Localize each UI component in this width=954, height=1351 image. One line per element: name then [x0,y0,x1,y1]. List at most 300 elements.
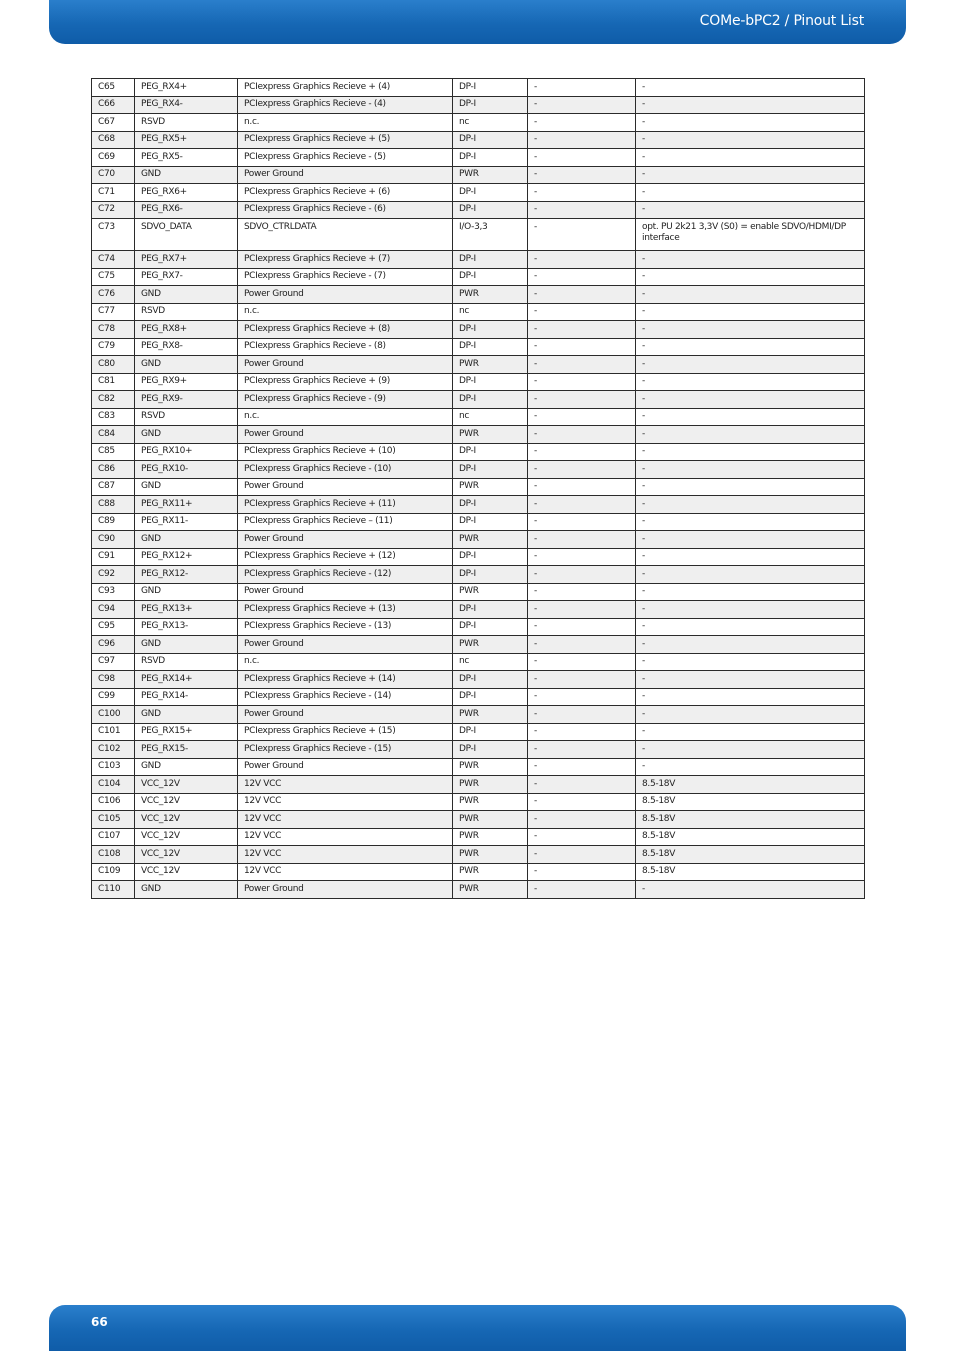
table-row [92,478,865,496]
termination-cell: - [528,426,636,444]
comment-cell: - [636,758,865,776]
type-cell: PWR [453,531,528,549]
pin-cell: C105 [92,811,135,829]
signal-cell: GND [135,583,238,601]
comment-cell: - [636,671,865,689]
pin-cell: C99 [92,688,135,706]
comment-cell: - [636,653,865,671]
termination-cell: - [528,636,636,654]
type-cell: DP-I [453,688,528,706]
comment-cell: - [636,513,865,531]
termination-cell: - [528,811,636,829]
type-cell: DP-I [453,184,528,202]
type-cell: DP-I [453,723,528,741]
description-cell: PCIexpress Graphics Recieve + (9) [238,373,453,391]
pin-cell: C91 [92,548,135,566]
pin-cell: C93 [92,583,135,601]
termination-cell: - [528,286,636,304]
type-cell: DP-I [453,566,528,584]
termination-cell: - [528,846,636,864]
pin-cell: C89 [92,513,135,531]
type-cell: PWR [453,478,528,496]
termination-cell: - [528,496,636,514]
description-cell: PCIexpress Graphics Recieve + (10) [238,443,453,461]
comment-cell: - [636,114,865,132]
type-cell: DP-I [453,671,528,689]
signal-cell: VCC_12V [135,793,238,811]
signal-cell: PEG_RX12- [135,566,238,584]
description-cell: PCIexpress Graphics Recieve + (5) [238,131,453,149]
comment-cell: - [636,131,865,149]
description-cell: 12V VCC [238,846,453,864]
type-cell: PWR [453,356,528,374]
comment-cell: 8.5-18V [636,811,865,829]
pin-cell: C80 [92,356,135,374]
comment-cell: - [636,286,865,304]
termination-cell: - [528,201,636,219]
signal-cell: PEG_RX9- [135,391,238,409]
pin-cell: C73 [92,219,135,251]
pin-cell: C74 [92,251,135,269]
signal-cell: RSVD [135,653,238,671]
description-cell: PCIexpress Graphics Recieve - (8) [238,338,453,356]
comment-cell: - [636,601,865,619]
comment-cell: - [636,706,865,724]
pin-cell: C101 [92,723,135,741]
type-cell: DP-I [453,373,528,391]
table-row [92,531,865,549]
table-row [92,496,865,514]
termination-cell: - [528,391,636,409]
termination-cell: - [528,531,636,549]
comment-cell: - [636,881,865,899]
table-row [92,373,865,391]
comment-cell: - [636,303,865,321]
description-cell: Power Ground [238,356,453,374]
comment-cell: 8.5-18V [636,828,865,846]
comment-cell: - [636,338,865,356]
pin-cell: C100 [92,706,135,724]
signal-cell: PEG_RX14- [135,688,238,706]
comment-cell: - [636,461,865,479]
termination-cell: - [528,863,636,881]
table-row [92,408,865,426]
comment-cell: - [636,96,865,114]
termination-cell: - [528,828,636,846]
signal-cell: GND [135,166,238,184]
table-row [92,548,865,566]
pin-cell: C66 [92,96,135,114]
table-row [92,79,865,97]
pin-cell: C109 [92,863,135,881]
signal-cell: GND [135,881,238,899]
table-row [92,391,865,409]
pinout-table-body [92,79,865,899]
description-cell: Power Ground [238,286,453,304]
termination-cell: - [528,268,636,286]
comment-cell: - [636,408,865,426]
type-cell: PWR [453,426,528,444]
description-cell: PCIexpress Graphics Recieve - (9) [238,391,453,409]
pin-cell: C96 [92,636,135,654]
description-cell: 12V VCC [238,828,453,846]
comment-cell: - [636,356,865,374]
termination-cell: - [528,114,636,132]
description-cell: PCIexpress Graphics Recieve - (5) [238,149,453,167]
pin-cell: C92 [92,566,135,584]
comment-cell: - [636,443,865,461]
comment-cell: - [636,391,865,409]
table-row [92,723,865,741]
description-cell: Power Ground [238,426,453,444]
description-cell: SDVO_CTRLDATA [238,219,453,251]
termination-cell: - [528,741,636,759]
pinout-table [91,78,865,899]
footer-banner [49,1305,906,1351]
comment-cell: - [636,478,865,496]
termination-cell: - [528,723,636,741]
type-cell: DP-I [453,131,528,149]
comment-cell: - [636,184,865,202]
termination-cell: - [528,793,636,811]
type-cell: DP-I [453,338,528,356]
description-cell: PCIexpress Graphics Recieve - (15) [238,741,453,759]
signal-cell: VCC_12V [135,863,238,881]
pin-cell: C79 [92,338,135,356]
pin-cell: C107 [92,828,135,846]
type-cell: nc [453,114,528,132]
pin-cell: C72 [92,201,135,219]
pin-cell: C68 [92,131,135,149]
signal-cell: GND [135,706,238,724]
signal-cell: PEG_RX6+ [135,184,238,202]
signal-cell: PEG_RX12+ [135,548,238,566]
description-cell: n.c. [238,303,453,321]
type-cell: PWR [453,636,528,654]
type-cell: nc [453,653,528,671]
description-cell: Power Ground [238,166,453,184]
description-cell: 12V VCC [238,776,453,794]
signal-cell: RSVD [135,114,238,132]
description-cell: 12V VCC [238,863,453,881]
type-cell: PWR [453,811,528,829]
type-cell: PWR [453,863,528,881]
signal-cell: PEG_RX5+ [135,131,238,149]
comment-cell: - [636,201,865,219]
signal-cell: GND [135,426,238,444]
termination-cell: - [528,79,636,97]
type-cell: DP-I [453,201,528,219]
type-cell: DP-I [453,618,528,636]
description-cell: PCIexpress Graphics Recieve + (7) [238,251,453,269]
signal-cell: GND [135,286,238,304]
description-cell: 12V VCC [238,793,453,811]
table-row [92,566,865,584]
pin-cell: C65 [92,79,135,97]
table-row [92,671,865,689]
header-banner [49,0,906,44]
termination-cell: - [528,478,636,496]
signal-cell: VCC_12V [135,846,238,864]
type-cell: DP-I [453,391,528,409]
description-cell: PCIexpress Graphics Recieve - (4) [238,96,453,114]
termination-cell: - [528,96,636,114]
signal-cell: GND [135,531,238,549]
comment-cell: - [636,268,865,286]
table-row [92,251,865,269]
termination-cell: - [528,583,636,601]
termination-cell: - [528,461,636,479]
termination-cell: - [528,671,636,689]
pin-cell: C69 [92,149,135,167]
signal-cell: PEG_RX4+ [135,79,238,97]
signal-cell: RSVD [135,408,238,426]
table-row [92,219,865,251]
termination-cell: - [528,548,636,566]
pin-cell: C67 [92,114,135,132]
description-cell: 12V VCC [238,811,453,829]
table-row [92,653,865,671]
table-row [92,688,865,706]
type-cell: DP-I [453,149,528,167]
pin-cell: C83 [92,408,135,426]
type-cell: DP-I [453,443,528,461]
termination-cell: - [528,688,636,706]
description-cell: PCIexpress Graphics Recieve + (15) [238,723,453,741]
pin-cell: C71 [92,184,135,202]
pin-cell: C85 [92,443,135,461]
page-number: 66 [91,1315,108,1329]
table-row [92,793,865,811]
comment-cell: - [636,618,865,636]
table-row [92,303,865,321]
table-row [92,461,865,479]
type-cell: PWR [453,881,528,899]
table-row [92,268,865,286]
comment-cell: - [636,251,865,269]
description-cell: PCIexpress Graphics Recieve - (10) [238,461,453,479]
signal-cell: PEG_RX7- [135,268,238,286]
type-cell: PWR [453,166,528,184]
pin-cell: C82 [92,391,135,409]
description-cell: n.c. [238,653,453,671]
termination-cell: - [528,566,636,584]
termination-cell: - [528,219,636,251]
type-cell: PWR [453,846,528,864]
description-cell: PCIexpress Graphics Recieve + (13) [238,601,453,619]
document-title: COMe-bPC2 / Pinout List [699,13,864,29]
signal-cell: PEG_RX11+ [135,496,238,514]
description-cell: PCIexpress Graphics Recieve + (4) [238,79,453,97]
pin-cell: C97 [92,653,135,671]
type-cell: PWR [453,758,528,776]
pin-cell: C70 [92,166,135,184]
type-cell: DP-I [453,268,528,286]
signal-cell: PEG_RX6- [135,201,238,219]
table-row [92,114,865,132]
comment-cell: - [636,723,865,741]
comment-cell: - [636,166,865,184]
comment-cell: - [636,426,865,444]
pin-cell: C95 [92,618,135,636]
termination-cell: - [528,408,636,426]
table-row [92,426,865,444]
pin-cell: C102 [92,741,135,759]
signal-cell: PEG_RX7+ [135,251,238,269]
table-row [92,881,865,899]
signal-cell: PEG_RX5- [135,149,238,167]
pin-cell: C87 [92,478,135,496]
table-row [92,706,865,724]
termination-cell: - [528,166,636,184]
description-cell: Power Ground [238,881,453,899]
termination-cell: - [528,338,636,356]
signal-cell: PEG_RX13- [135,618,238,636]
type-cell: PWR [453,706,528,724]
signal-cell: GND [135,758,238,776]
pin-cell: C90 [92,531,135,549]
termination-cell: - [528,513,636,531]
pin-cell: C103 [92,758,135,776]
signal-cell: GND [135,356,238,374]
description-cell: PCIexpress Graphics Recieve – (11) [238,513,453,531]
signal-cell: PEG_RX13+ [135,601,238,619]
table-row [92,338,865,356]
signal-cell: PEG_RX9+ [135,373,238,391]
description-cell: Power Ground [238,706,453,724]
table-row [92,356,865,374]
type-cell: DP-I [453,548,528,566]
table-row [92,96,865,114]
pin-cell: C110 [92,881,135,899]
type-cell: DP-I [453,513,528,531]
pin-cell: C88 [92,496,135,514]
description-cell: Power Ground [238,636,453,654]
type-cell: DP-I [453,461,528,479]
pin-cell: C75 [92,268,135,286]
termination-cell: - [528,321,636,339]
table-row [92,583,865,601]
type-cell: DP-I [453,496,528,514]
comment-cell: - [636,741,865,759]
signal-cell: PEG_RX8- [135,338,238,356]
pin-cell: C76 [92,286,135,304]
type-cell: nc [453,303,528,321]
termination-cell: - [528,653,636,671]
comment-cell: - [636,321,865,339]
termination-cell: - [528,131,636,149]
type-cell: PWR [453,583,528,601]
signal-cell: VCC_12V [135,776,238,794]
table-row [92,846,865,864]
type-cell: nc [453,408,528,426]
termination-cell: - [528,776,636,794]
table-row [92,776,865,794]
table-row [92,131,865,149]
table-row [92,149,865,167]
table-row [92,443,865,461]
description-cell: PCIexpress Graphics Recieve - (6) [238,201,453,219]
type-cell: DP-I [453,741,528,759]
description-cell: PCIexpress Graphics Recieve + (8) [238,321,453,339]
comment-cell: 8.5-18V [636,863,865,881]
type-cell: DP-I [453,96,528,114]
table-row [92,828,865,846]
termination-cell: - [528,149,636,167]
table-row [92,741,865,759]
signal-cell: VCC_12V [135,828,238,846]
description-cell: PCIexpress Graphics Recieve - (13) [238,618,453,636]
description-cell: PCIexpress Graphics Recieve + (6) [238,184,453,202]
termination-cell: - [528,184,636,202]
signal-cell: GND [135,478,238,496]
termination-cell: - [528,758,636,776]
signal-cell: PEG_RX4- [135,96,238,114]
comment-cell: - [636,688,865,706]
comment-cell: - [636,583,865,601]
signal-cell: GND [135,636,238,654]
comment-cell: 8.5-18V [636,846,865,864]
pin-cell: C108 [92,846,135,864]
type-cell: PWR [453,828,528,846]
comment-cell: 8.5-18V [636,793,865,811]
signal-cell: PEG_RX14+ [135,671,238,689]
comment-cell: - [636,149,865,167]
description-cell: Power Ground [238,478,453,496]
pin-cell: C106 [92,793,135,811]
description-cell: Power Ground [238,531,453,549]
pin-cell: C77 [92,303,135,321]
type-cell: DP-I [453,79,528,97]
comment-cell: - [636,496,865,514]
signal-cell: PEG_RX10- [135,461,238,479]
description-cell: Power Ground [238,758,453,776]
table-row [92,636,865,654]
termination-cell: - [528,373,636,391]
comment-cell: - [636,79,865,97]
description-cell: PCIexpress Graphics Recieve - (12) [238,566,453,584]
description-cell: Power Ground [238,583,453,601]
type-cell: DP-I [453,251,528,269]
description-cell: PCIexpress Graphics Recieve + (14) [238,671,453,689]
type-cell: DP-I [453,601,528,619]
type-cell: PWR [453,793,528,811]
table-row [92,286,865,304]
comment-cell: - [636,548,865,566]
pin-cell: C98 [92,671,135,689]
signal-cell: PEG_RX15- [135,741,238,759]
signal-cell: VCC_12V [135,811,238,829]
pin-cell: C104 [92,776,135,794]
comment-cell: - [636,531,865,549]
comment-cell: opt. PU 2k21 3,3V (S0) = enable SDVO/HDMI/DP interface [636,219,865,251]
type-cell: DP-I [453,321,528,339]
pin-cell: C78 [92,321,135,339]
table-row [92,863,865,881]
pin-cell: C94 [92,601,135,619]
table-row [92,166,865,184]
signal-cell: SDVO_DATA [135,219,238,251]
termination-cell: - [528,303,636,321]
comment-cell: - [636,636,865,654]
pin-cell: C81 [92,373,135,391]
signal-cell: PEG_RX10+ [135,443,238,461]
comment-cell: - [636,373,865,391]
termination-cell: - [528,443,636,461]
type-cell: I/O-3,3 [453,219,528,251]
termination-cell: - [528,618,636,636]
type-cell: PWR [453,286,528,304]
